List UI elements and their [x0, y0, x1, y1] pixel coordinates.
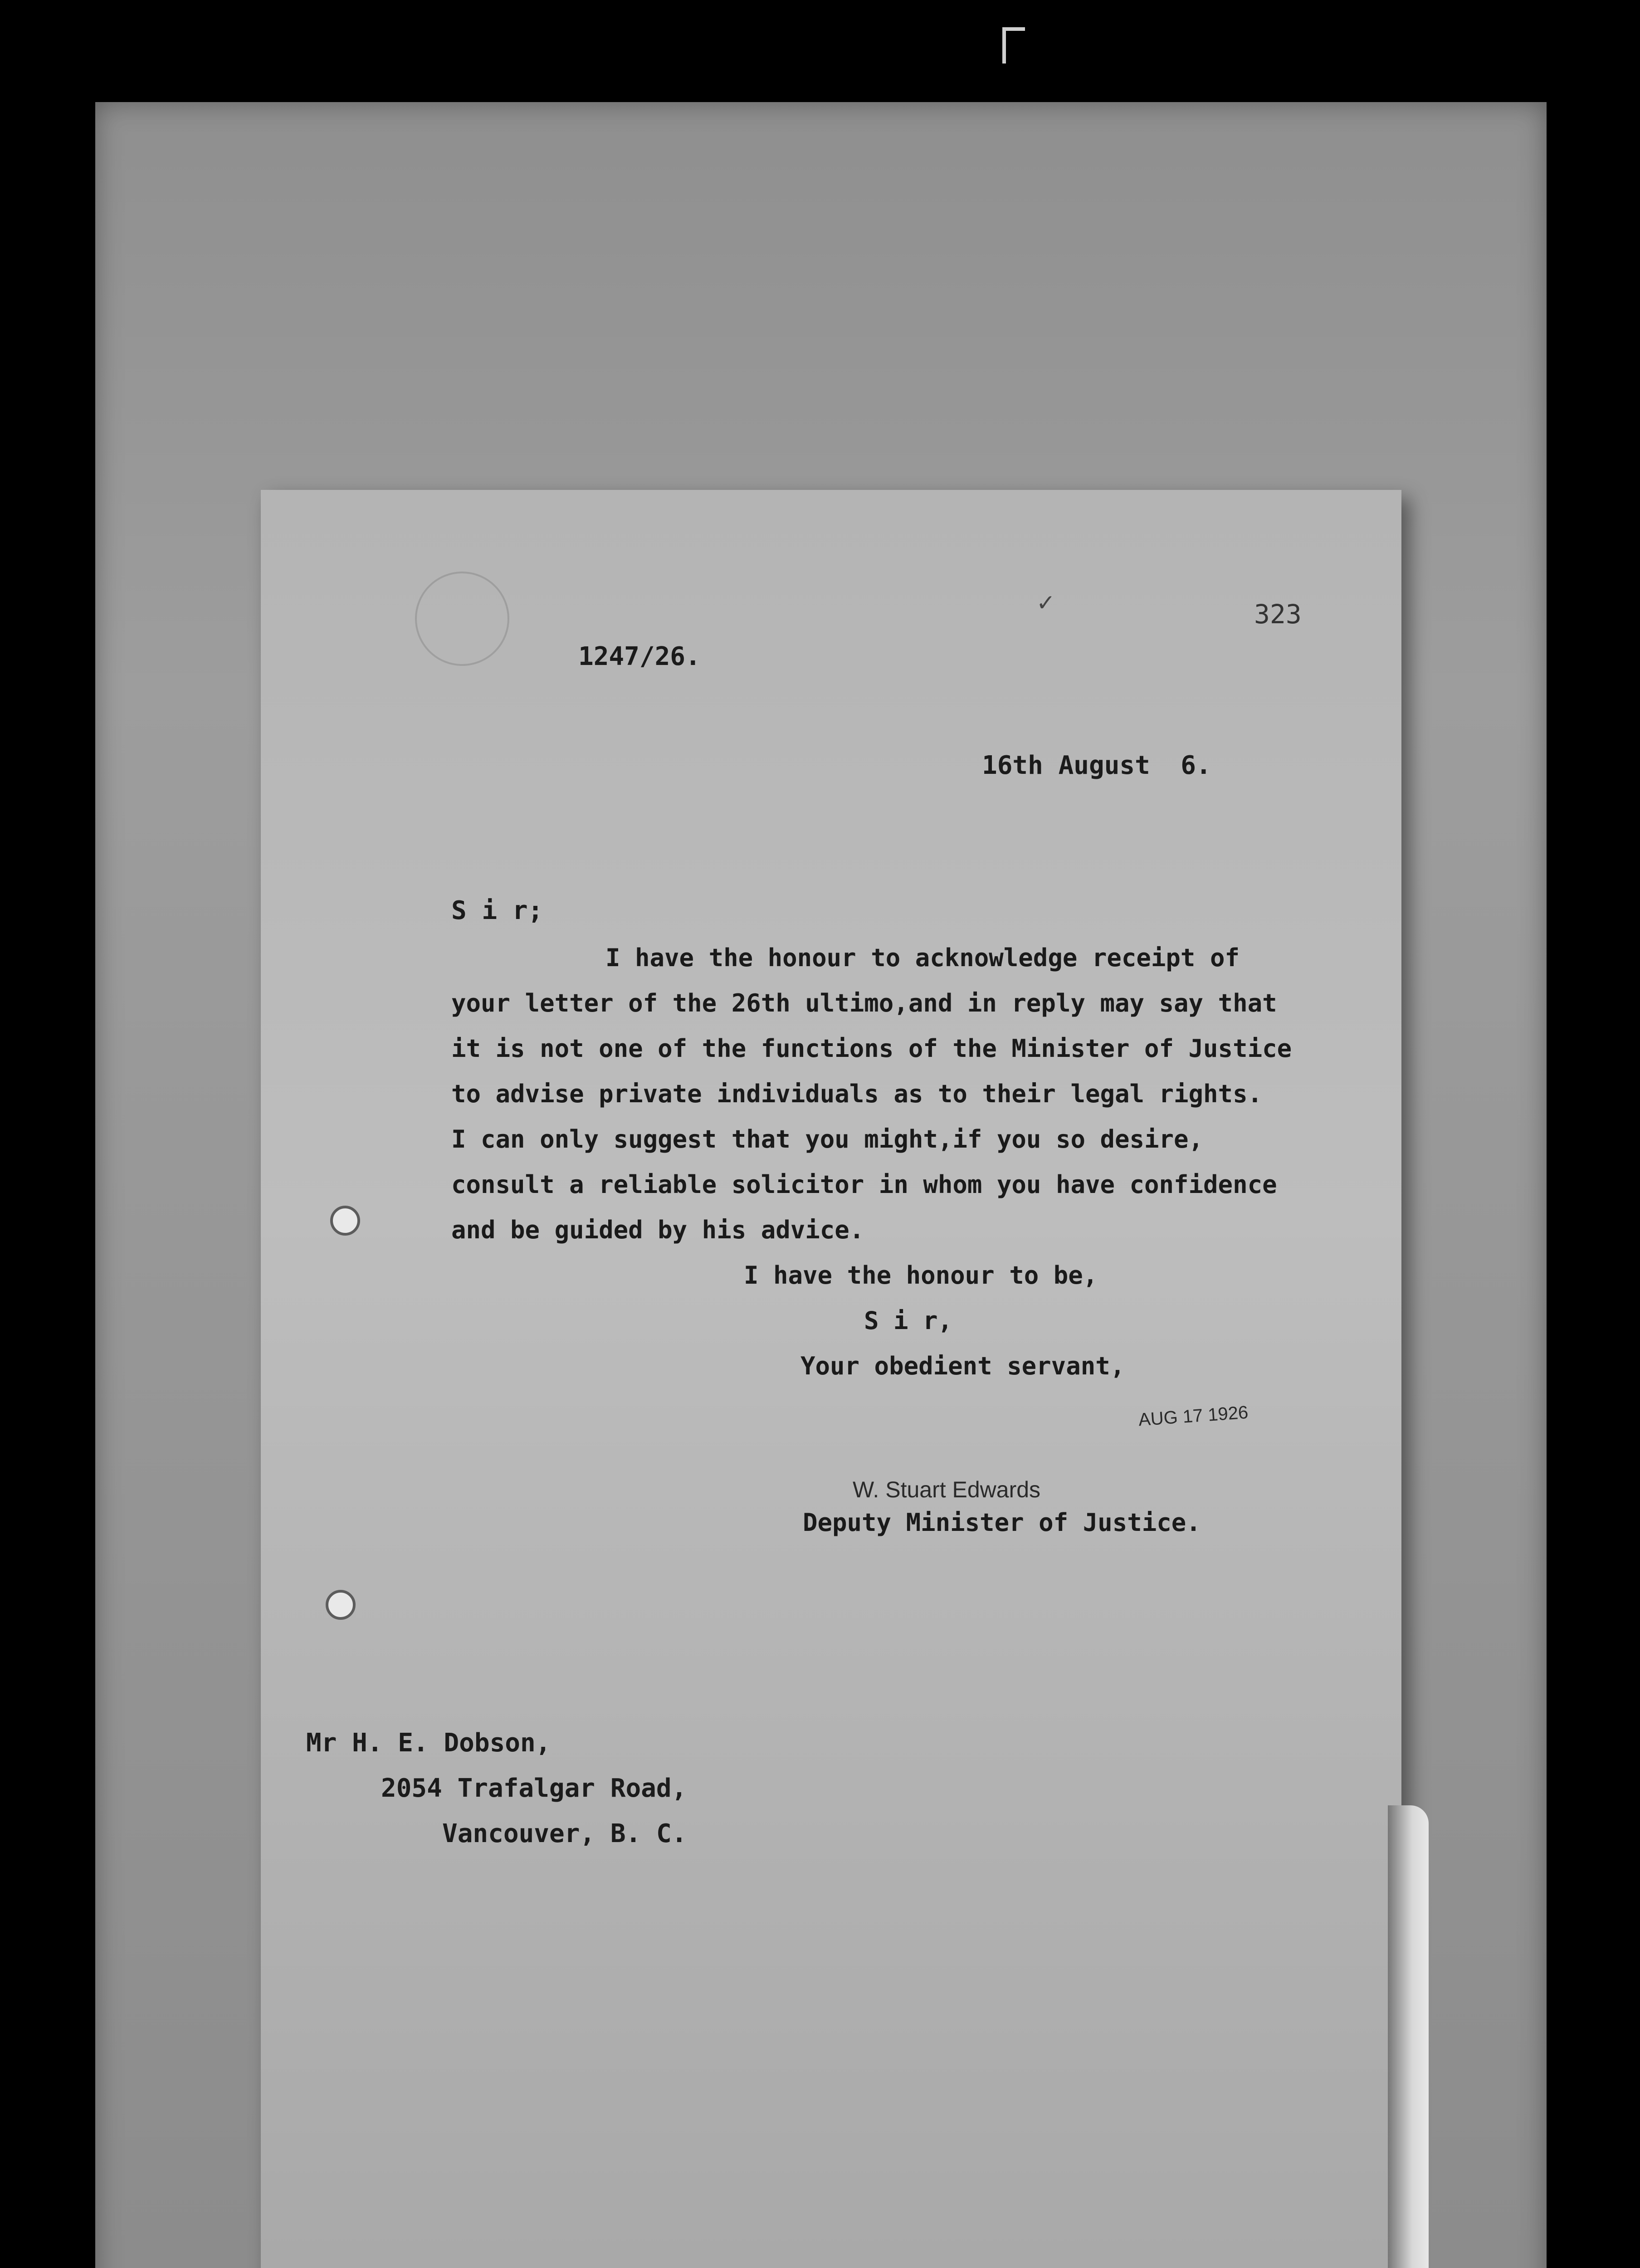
body-line: I can only suggest that you might,if you so desire, — [451, 1125, 1204, 1154]
salutation: S i r; — [451, 896, 543, 925]
body-line: it is not one of the functions of the Minister of Justice — [451, 1034, 1292, 1063]
signatory-title: Deputy Minister of Justice. — [803, 1508, 1201, 1537]
check-mark: ✓ — [1036, 590, 1055, 616]
date-received-stamp: AUG 17 1926 — [1137, 1402, 1249, 1430]
body-line: I have the honour to acknowledge receipt of — [605, 943, 1240, 972]
address-street: 2054 Trafalgar Road, — [381, 1774, 687, 1803]
closing-sir: S i r, — [864, 1306, 953, 1335]
letter-page — [261, 490, 1401, 2268]
body-line: and be guided by his advice. — [451, 1216, 864, 1244]
file-number: 1247/26. — [578, 642, 701, 671]
closing-line: Your obedient servant, — [800, 1352, 1125, 1380]
address-city: Vancouver, B. C. — [442, 1819, 687, 1848]
closing-line: I have the honour to be, — [744, 1261, 1098, 1290]
faint-receipt-stamp — [415, 572, 509, 666]
crop-mark-top-bar — [1002, 27, 1025, 31]
signatory-name: W. Stuart Edwards — [853, 1477, 1041, 1502]
body-line: consult a reliable solicitor in whom you have confidence — [451, 1170, 1277, 1199]
page-curl — [1388, 1805, 1429, 2268]
page-number: 323 — [1254, 599, 1302, 630]
address-name: Mr H. E. Dobson, — [306, 1728, 551, 1758]
punch-hole-upper — [330, 1206, 360, 1236]
punch-hole-lower — [326, 1590, 356, 1620]
crop-mark-top — [1002, 27, 1006, 64]
body-line: to advise private individuals as to their legal rights. — [451, 1080, 1263, 1108]
body-line: your letter of the 26th ultimo,and in reply may say that — [451, 989, 1277, 1017]
letter-date: 16th August 6. — [982, 751, 1211, 780]
